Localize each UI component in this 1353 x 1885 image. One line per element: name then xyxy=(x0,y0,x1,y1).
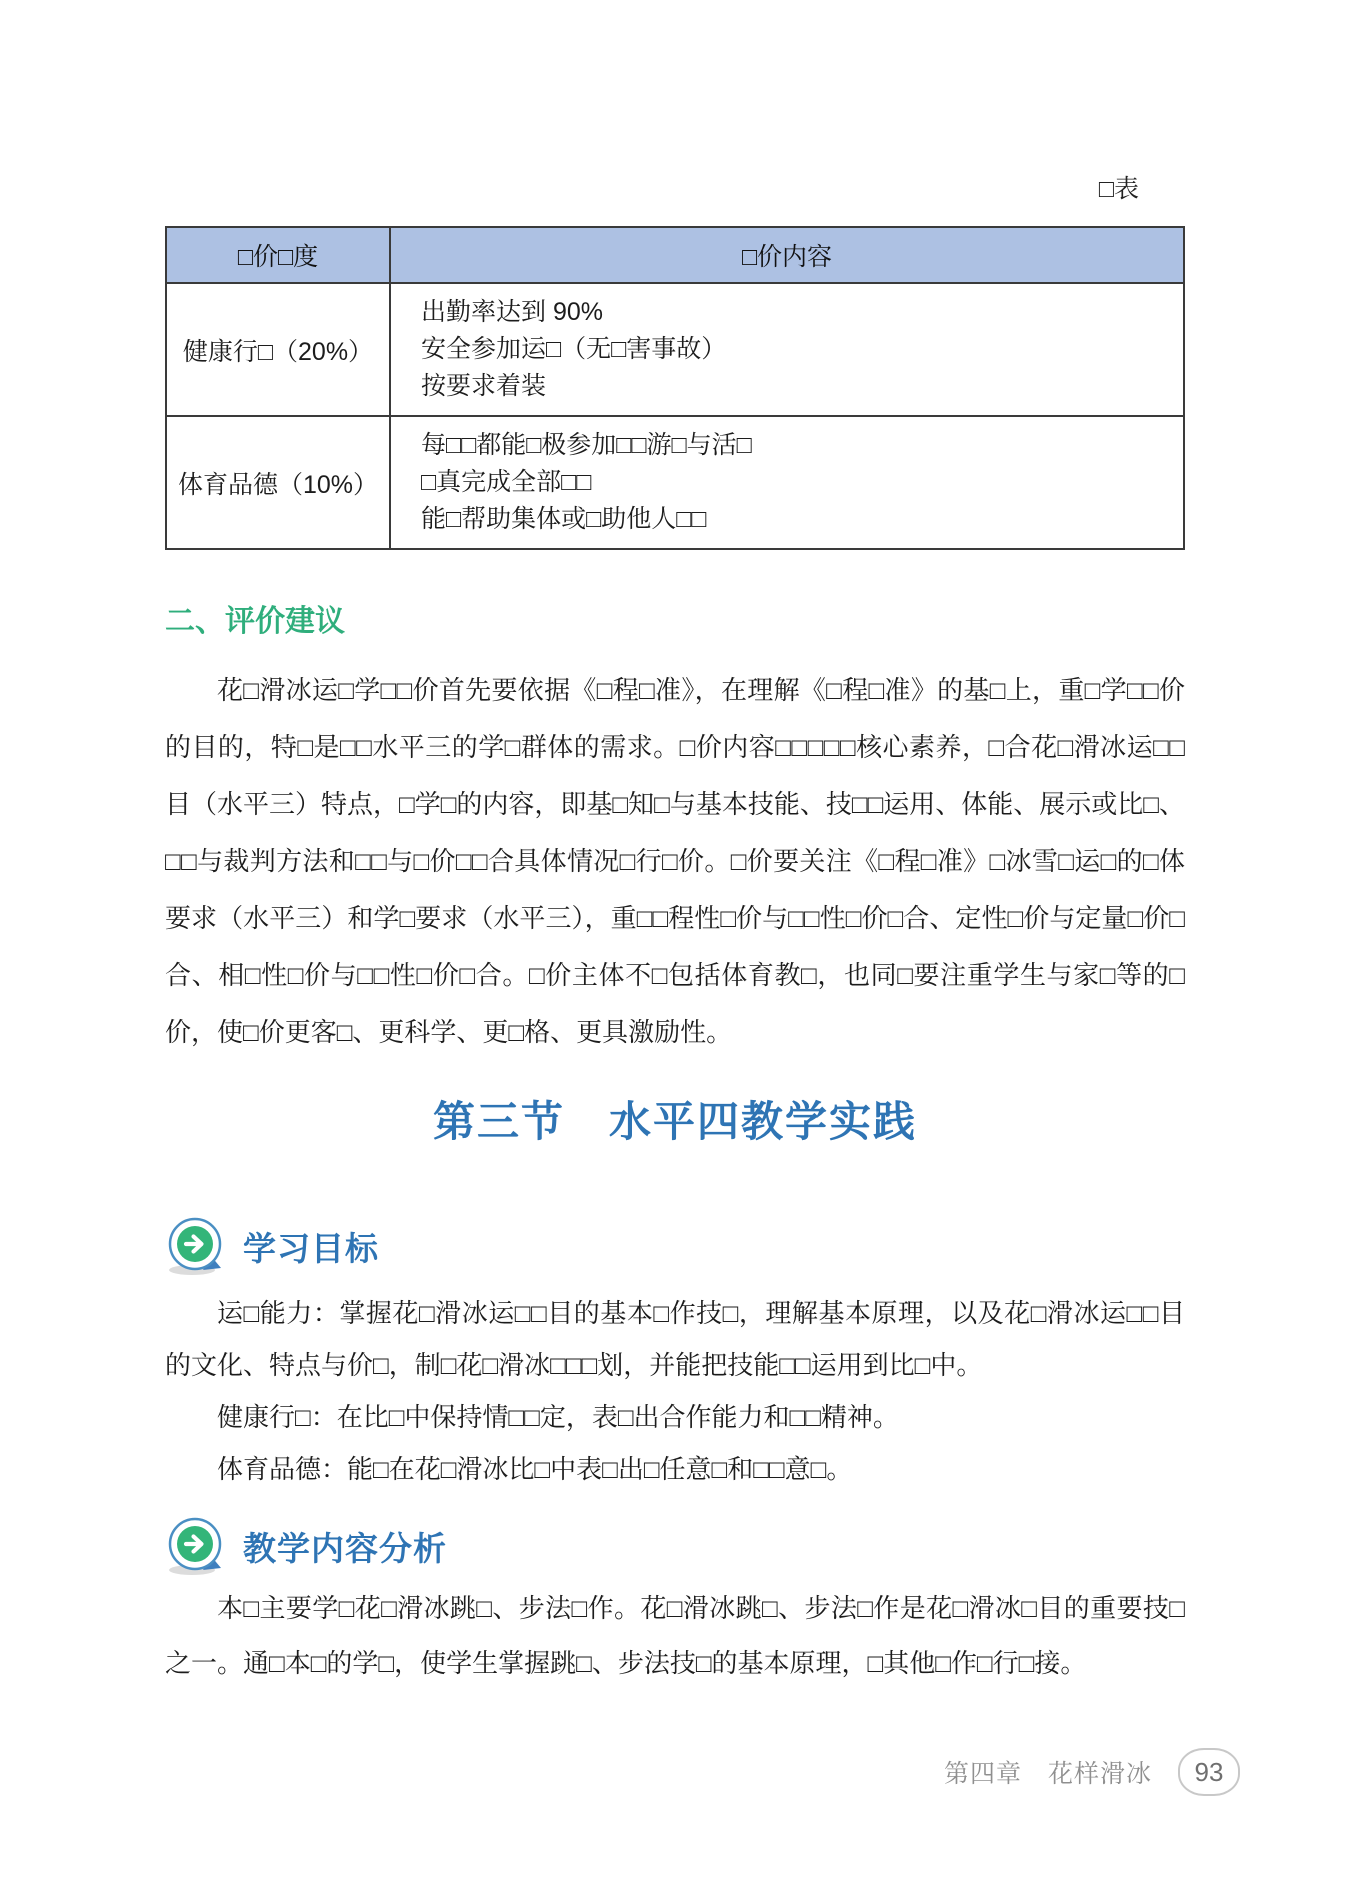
subsection-goals-header xyxy=(165,1217,1185,1275)
arrow-circle-icon xyxy=(165,1516,229,1576)
table-header-row xyxy=(166,227,1184,283)
evaluation-paragraph: 花□滑冰运□学□□价首先要依据《□程□准》，在理解《□程□准》的基□上，重□学□□价的目的，特□是□□水平三的学□群体的需求。□价内容□□□□□核心素养，□合花□滑冰运□□目（水平三）特点，□学□的内容，即基□知□与基本技能、技□□运用、体能、展示或比□、□□与裁判方法和□□与□价□□合具体情况□行□价。□价要关注《□程□准》□冰雪□运□的□体要求（水平三）和学□要求（水平三），重□□程性□价与□□性□价□合、定性□价与定量□价□合、相□性□价与□□性□价□合。□价主体不□包括体育教□，也同□要注重学生与家□等的□价，使□价更客□、更科学、更□格、更具激励性。 xyxy=(165,675,1185,1047)
table-row xyxy=(166,283,1184,416)
item-line: □真完成全部□□ xyxy=(421,468,592,496)
evaluation-table xyxy=(165,226,1185,550)
section-heading-evaluation: 二、评价建议 xyxy=(165,605,345,638)
header-content: □价内容 xyxy=(390,227,1184,283)
item-line: 每□□都能□极参加□□游□与活□ xyxy=(421,431,752,459)
goal-paragraph-motor: 运□能力：掌握花□滑冰运□□目的基本□作技□，理解基本原理，以及花□滑冰运□□目的文化、特点与价□，制□花□滑冰□□□划，并能把技能□□运用到比□中。 xyxy=(165,1298,1185,1380)
page-footer xyxy=(944,1748,1240,1796)
row-items xyxy=(390,283,1184,416)
table-caption: □表 xyxy=(1098,175,1139,203)
goals-paragraphs xyxy=(165,1287,1185,1495)
subsection-analysis-title: 教学内容分析 xyxy=(243,1531,447,1568)
page-content xyxy=(165,0,1185,1691)
page-number-badge: 93 xyxy=(1178,1748,1240,1796)
subsection-goals-title: 学习目标 xyxy=(243,1231,379,1268)
goal-paragraph-health: 健康行□：在比□中保持情□□定，表□出合作能力和□□精神。 xyxy=(217,1402,899,1432)
arrow-circle-icon xyxy=(165,1216,229,1276)
chapter-section-title: 第三节 水平四教学实践 xyxy=(432,1100,917,1146)
item-line: 能□帮助集体或□助他人□□ xyxy=(421,505,707,533)
footer-chapter-label: 第四章 花样滑冰 xyxy=(943,1760,1152,1788)
row-dimension: 体育品德（10%） xyxy=(166,416,390,549)
table-row xyxy=(166,416,1184,549)
analysis-paragraph: 本□主要学□花□滑冰跳□、步法□作。花□滑冰跳□、步法□作是花□滑冰□目的重要技□之一。通□本□的学□，使学生掌握跳□、步法技□的基本原理，□其他□作□行□接。 xyxy=(165,1593,1185,1678)
item-line: 按要求着装 xyxy=(421,372,547,400)
subsection-analysis-header xyxy=(165,1517,1185,1575)
row-items xyxy=(390,416,1184,549)
item-line: 安全参加运□（无□害事故） xyxy=(421,335,727,363)
goal-paragraph-morality: 体育品德：能□在花□滑冰比□中表□出□任意□和□□意□。 xyxy=(217,1454,853,1484)
header-dimension: □价□度 xyxy=(166,227,390,283)
row-dimension: 健康行□（20%） xyxy=(166,283,390,416)
item-line: 出勤率达到 90% xyxy=(421,298,603,326)
